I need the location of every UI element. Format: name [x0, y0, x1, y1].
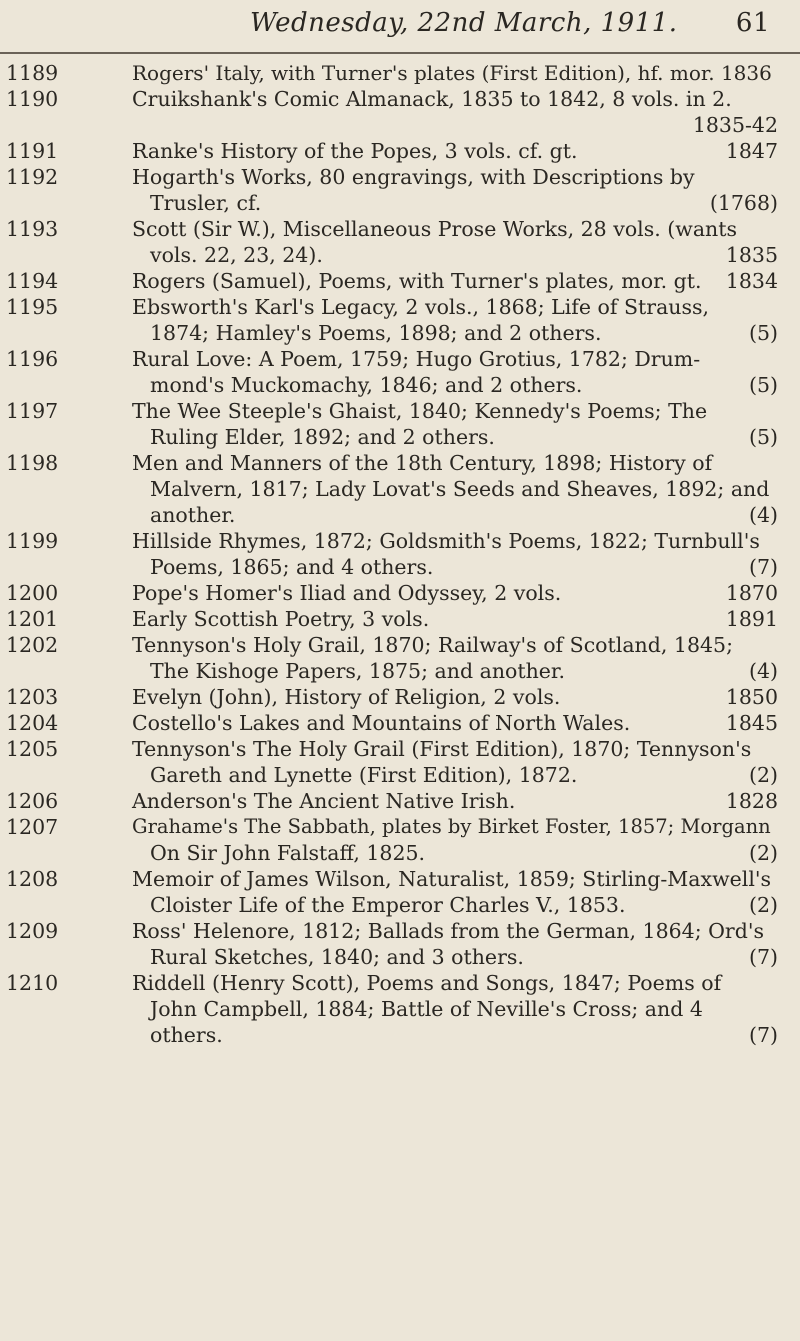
description-line [132, 710, 778, 736]
description-line [132, 840, 778, 866]
line-text: others. [150, 1023, 223, 1047]
line-text: The Wee Steeple's Ghaist, 1840; Kennedy's Poems; The [132, 399, 708, 423]
lot-number: 1199 [6, 529, 59, 553]
lot-entry [0, 710, 800, 736]
lot-description [132, 60, 778, 86]
line-text: Cruikshank's Comic Almanack, 1835 to 1842, 8 vols. in 2. [132, 87, 732, 111]
line-text: vols. 22, 23, 24). [150, 243, 323, 267]
lot-date-or-count: (7) [748, 555, 778, 579]
description-line [132, 762, 778, 788]
lot-date-or-count: (5) [748, 321, 778, 345]
lot-number: 1192 [6, 165, 59, 189]
line-text: Pope's Homer's Iliad and Odyssey, 2 vols. [132, 581, 562, 605]
line-text: Ebsworth's Karl's Legacy, 2 vols., 1868; Life of Strauss, [132, 295, 710, 319]
lot-entry [0, 216, 800, 268]
lot-description [132, 138, 778, 164]
lot-entry [0, 86, 800, 138]
lot-number: 1210 [6, 971, 59, 995]
lot-number: 1200 [6, 581, 59, 605]
lot-description [132, 710, 778, 736]
description-line [132, 944, 778, 970]
description-line [132, 190, 778, 216]
description-line [132, 138, 778, 164]
line-text: Costello's Lakes and Mountains of North Wales. [132, 711, 631, 735]
line-text: Trusler, cf. [150, 191, 262, 215]
lot-number: 1197 [6, 399, 59, 423]
line-text: Evelyn (John), History of Religion, 2 vols. [132, 685, 561, 709]
lot-entry [0, 346, 800, 398]
lot-description [132, 970, 778, 1048]
description-line [132, 970, 778, 996]
lot-entry [0, 918, 800, 970]
lot-date-or-count: (2) [748, 841, 778, 865]
lot-date-or-count: (4) [748, 503, 778, 527]
lot-entry [0, 606, 800, 632]
lot-number: 1207 [6, 815, 59, 839]
lot-date-or-count: (5) [748, 373, 778, 397]
line-text: Gareth and Lynette (First Edition), 1872. [150, 763, 578, 787]
line-text: Scott (Sir W.), Miscellaneous Prose Works, 28 vols. (wants [132, 217, 738, 241]
lot-number: 1208 [6, 867, 59, 891]
description-line [132, 398, 778, 424]
description-line [132, 502, 778, 528]
lot-number: 1196 [6, 347, 59, 371]
lot-number: 1194 [6, 269, 59, 293]
lot-date-or-count: (2) [748, 763, 778, 787]
lot-description [132, 918, 778, 970]
lot-date-or-count: 1834 [725, 269, 778, 293]
description-line [132, 918, 778, 944]
lot-date-or-count: 1891 [725, 607, 778, 631]
lot-entry [0, 866, 800, 918]
lot-number: 1209 [6, 919, 59, 943]
lot-date-or-count: 1835 [725, 243, 778, 267]
line-text: Malvern, 1817; Lady Lovat's Seeds and Sheaves, 1892; and [150, 477, 770, 501]
lot-description [132, 788, 778, 814]
description-line [132, 684, 778, 710]
lot-date-or-count: (1768) [709, 191, 778, 215]
description-line [132, 632, 778, 658]
lot-description [132, 216, 778, 268]
lot-number: 1201 [6, 607, 59, 631]
line-text: Cloister Life of the Emperor Charles V., 1853. [150, 893, 626, 917]
lot-entry [0, 632, 800, 684]
line-text: The Kishoge Papers, 1875; and another. [150, 659, 565, 683]
header-title: Wednesday, 22nd March, 1911. [250, 8, 678, 38]
lot-number: 1205 [6, 737, 59, 761]
line-text: another. [150, 503, 236, 527]
description-line [132, 1022, 778, 1048]
line-text: Rogers (Samuel), Poems, with Turner's plates, mor. gt. [132, 269, 702, 293]
lot-date-or-count: 1828 [725, 789, 778, 813]
lot-description [132, 580, 778, 606]
description-line [132, 86, 778, 112]
lot-entry [0, 736, 800, 788]
lot-description [132, 528, 778, 580]
lot-description [132, 736, 778, 788]
lot-entry [0, 814, 800, 866]
lot-date-or-count: 1850 [725, 685, 778, 709]
lot-entry [0, 528, 800, 580]
line-text: Riddell (Henry Scott), Poems and Songs, 1847; Poems of [132, 971, 722, 995]
description-line [132, 216, 778, 242]
description-line [132, 424, 778, 450]
description-line [132, 996, 778, 1022]
lot-description [132, 294, 778, 346]
lot-entry [0, 60, 800, 86]
description-line [132, 164, 778, 190]
lot-number: 1190 [6, 87, 59, 111]
lot-entry [0, 164, 800, 216]
description-line [132, 294, 778, 320]
lot-number: 1189 [6, 61, 59, 85]
lot-number: 1193 [6, 217, 59, 241]
line-text: Rural Love: A Poem, 1759; Hugo Grotius, 1782; Drum- [132, 347, 701, 371]
line-text: Ranke's History of the Popes, 3 vols. cf. gt. [132, 139, 578, 163]
description-line [132, 60, 778, 86]
lot-number: 1198 [6, 451, 59, 475]
line-text: Grahame's The Sabbath, plates by Birket Foster, 1857; Morgann [132, 815, 771, 838]
lot-description [132, 606, 778, 632]
line-text: Anderson's The Ancient Native Irish. [132, 789, 516, 813]
lot-number: 1202 [6, 633, 59, 657]
line-text: Men and Manners of the 18th Century, 1898; History of [132, 451, 713, 475]
description-line [132, 528, 778, 554]
description-line [132, 814, 778, 840]
lot-description [132, 346, 778, 398]
lot-date-or-count: 1870 [725, 581, 778, 605]
description-line [132, 554, 778, 580]
lot-description [132, 86, 778, 138]
lot-entry [0, 684, 800, 710]
header-rule [0, 52, 800, 54]
line-text: Ross' Helenore, 1812; Ballads from the German, 1864; Ord's [132, 919, 765, 943]
lot-description [132, 268, 778, 294]
description-line [132, 450, 778, 476]
lot-description [132, 450, 778, 528]
line-text: 1874; Hamley's Poems, 1898; and 2 others. [150, 321, 602, 345]
line-text: Poems, 1865; and 4 others. [150, 555, 434, 579]
page-number: 61 [735, 8, 770, 38]
description-line [132, 736, 778, 762]
lot-description [132, 866, 778, 918]
description-line [132, 112, 778, 138]
line-text: On Sir John Falstaff, 1825. [150, 841, 426, 865]
description-line [132, 866, 778, 892]
description-line [132, 606, 778, 632]
lot-entry [0, 970, 800, 1048]
line-text: Early Scottish Poetry, 3 vols. [132, 607, 430, 631]
lot-date-or-count: (2) [748, 893, 778, 917]
description-line [132, 476, 778, 502]
description-line [132, 242, 778, 268]
description-line [132, 658, 778, 684]
lot-entry [0, 138, 800, 164]
lot-entry [0, 398, 800, 450]
lot-number: 1204 [6, 711, 59, 735]
line-text: John Campbell, 1884; Battle of Neville's Cross; and 4 [150, 997, 703, 1021]
description-line [132, 346, 778, 372]
lot-description [132, 632, 778, 684]
lot-description [132, 814, 778, 866]
line-text: Hillside Rhymes, 1872; Goldsmith's Poems, 1822; Turnbull's [132, 529, 760, 553]
description-line [132, 580, 778, 606]
lot-description [132, 398, 778, 450]
lot-number: 1203 [6, 685, 59, 709]
lot-entry [0, 450, 800, 528]
line-text: Ruling Elder, 1892; and 2 others. [150, 425, 495, 449]
line-text: Memoir of James Wilson, Naturalist, 1859; Stirling-Maxwell's [132, 867, 772, 891]
lot-entry [0, 580, 800, 606]
lot-description [132, 684, 778, 710]
lot-date-or-count: (5) [748, 425, 778, 449]
lot-entry [0, 294, 800, 346]
description-line [132, 268, 778, 294]
line-text: Rural Sketches, 1840; and 3 others. [150, 945, 524, 969]
page-header [250, 8, 770, 48]
lot-date-or-count: (7) [748, 945, 778, 969]
lot-entry [0, 788, 800, 814]
lot-description [132, 164, 778, 216]
lot-date-or-count: 1845 [725, 711, 778, 735]
lot-number: 1206 [6, 789, 59, 813]
lot-date-or-count: (7) [748, 1023, 778, 1047]
line-text: mond's Muckomachy, 1846; and 2 others. [150, 373, 583, 397]
lot-list [0, 60, 800, 1048]
line-text: Tennyson's The Holy Grail (First Edition), 1870; Tennyson's [132, 737, 752, 761]
description-line [132, 372, 778, 398]
description-line [132, 892, 778, 918]
line-text: Rogers' Italy, with Turner's plates (First Edition), hf. mor. 1836 [132, 61, 772, 85]
lot-entry [0, 268, 800, 294]
description-line [132, 320, 778, 346]
lot-date-or-count: 1847 [725, 139, 778, 163]
lot-date-or-count: (4) [748, 659, 778, 683]
lot-number: 1191 [6, 139, 59, 163]
description-line [132, 788, 778, 814]
lot-number: 1195 [6, 295, 59, 319]
line-text: Hogarth's Works, 80 engravings, with Descriptions by [132, 165, 695, 189]
lot-date-or-count: 1835-42 [692, 113, 778, 137]
line-text: Tennyson's Holy Grail, 1870; Railway's of Scotland, 1845; [132, 633, 733, 657]
